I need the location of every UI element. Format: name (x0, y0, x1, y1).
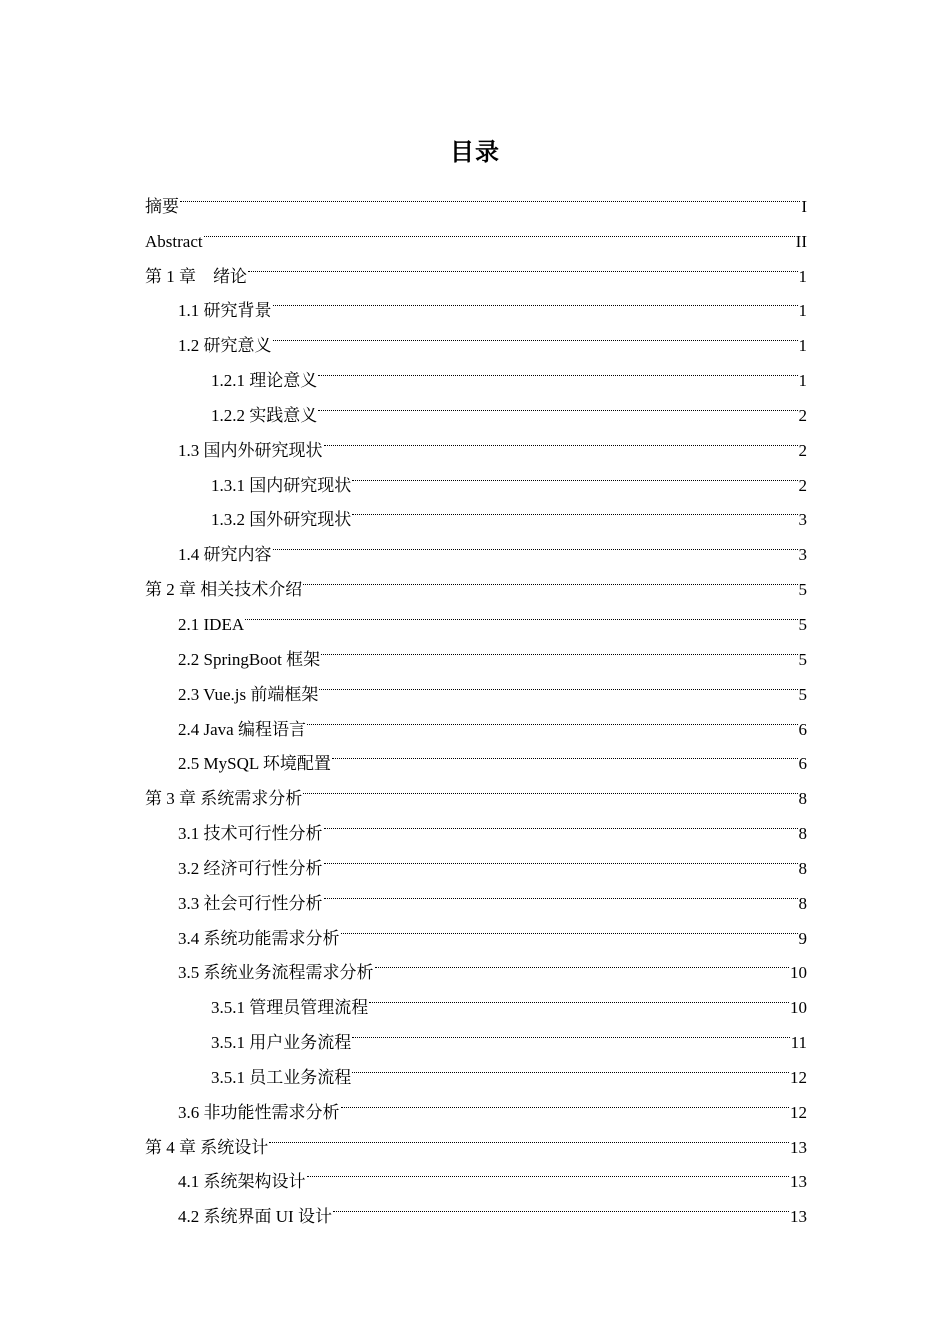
toc-entry-page: 5 (798, 614, 807, 634)
toc-entry-label: 第 1 章 绪论 (145, 266, 247, 286)
toc-entry-page: II (795, 231, 807, 251)
toc-entry[interactable] (145, 630, 807, 669)
toc-entry-label: 1.3.1 国内研究现状 (211, 475, 352, 495)
toc-entry-page: 13 (790, 1137, 807, 1157)
toc-entry-label: 第 2 章 相关技术介绍 (145, 580, 303, 600)
toc-entry-page: I (801, 196, 807, 216)
toc-entry-page: 2 (798, 405, 807, 425)
dot-leader (273, 316, 798, 351)
dot-leader (318, 351, 797, 386)
toc-entry-label: 3.5.1 管理员管理流程 (211, 998, 369, 1018)
toc-entry-label: 第 3 章 系统需求分析 (145, 789, 303, 809)
toc-entry-page: 6 (798, 754, 807, 774)
toc-entry-page: 6 (798, 719, 807, 739)
toc-entry-label: 2.4 Java 编程语言 (178, 719, 306, 739)
toc-entry-page: 12 (790, 1067, 807, 1087)
dot-leader (352, 1048, 789, 1083)
dot-leader (273, 282, 798, 317)
toc-entry-label: 2.2 SpringBoot 框架 (178, 649, 321, 669)
toc-entry-page: 13 (790, 1207, 807, 1227)
toc-entry-page: 8 (798, 789, 807, 809)
table-of-contents (145, 177, 807, 1227)
toc-entry-page: 1 (798, 336, 807, 356)
dot-leader (318, 386, 797, 421)
toc-entry-label: 3.5.1 员工业务流程 (211, 1067, 352, 1087)
dot-leader (321, 630, 797, 665)
toc-title: 目录 (450, 138, 500, 166)
toc-entry-page: 11 (790, 1033, 807, 1053)
toc-entry-page: 2 (798, 475, 807, 495)
toc-entry-page: 2 (798, 440, 807, 460)
toc-entry-label: 3.5 系统业务流程需求分析 (178, 963, 374, 983)
toc-entry-page: 10 (790, 963, 807, 983)
toc-entry-label: 1.3 国内外研究现状 (178, 440, 323, 460)
toc-entry-label: 第 4 章 系统设计 (145, 1137, 269, 1157)
toc-entry-page: 1 (798, 301, 807, 321)
dot-leader (375, 944, 790, 979)
toc-entry-page: 5 (798, 684, 807, 704)
toc-entry-label: 1.4 研究内容 (178, 545, 272, 565)
dot-leader (204, 212, 795, 247)
toc-entry-page: 8 (798, 858, 807, 878)
toc-entry-label: 2.3 Vue.js 前端框架 (178, 684, 319, 704)
toc-entry-page: 8 (798, 893, 807, 913)
toc-entry-page: 3 (798, 545, 807, 565)
toc-entry[interactable] (145, 177, 807, 216)
toc-entry-label: 3.5.1 用户业务流程 (211, 1033, 352, 1053)
toc-entry-page: 9 (798, 928, 807, 948)
dot-leader (332, 735, 798, 770)
dot-leader (307, 700, 798, 735)
toc-entry-label: 3.2 经济可行性分析 (178, 858, 323, 878)
toc-entry-label: 摘要 (145, 196, 179, 216)
toc-entry[interactable] (145, 212, 807, 251)
toc-entry-label: 3.6 非功能性需求分析 (178, 1102, 340, 1122)
dot-leader (180, 177, 800, 212)
toc-entry-page: 5 (798, 649, 807, 669)
toc-entry-label: 1.2.1 理论意义 (211, 371, 318, 391)
dot-leader (273, 525, 798, 560)
toc-entry-label: 2.1 IDEA (178, 614, 245, 634)
toc-entry-page: 13 (790, 1172, 807, 1192)
toc-entry-label: 4.2 系统界面 UI 设计 (178, 1207, 332, 1227)
dot-leader (324, 804, 798, 839)
dot-leader (352, 491, 797, 526)
dot-leader (352, 456, 797, 491)
toc-entry[interactable] (145, 595, 807, 634)
dot-leader (319, 665, 797, 700)
dot-leader (324, 421, 798, 456)
toc-entry-page: 5 (798, 580, 807, 600)
dot-leader (324, 839, 798, 874)
toc-entry-page: 8 (798, 824, 807, 844)
toc-entry-label: 3.4 系统功能需求分析 (178, 928, 340, 948)
toc-entry-label: 1.2.2 实践意义 (211, 405, 318, 425)
dot-leader (352, 1013, 789, 1048)
toc-entry-label: 3.1 技术可行性分析 (178, 824, 323, 844)
dot-leader (269, 1118, 789, 1153)
toc-entry-label: 3.3 社会可行性分析 (178, 893, 323, 913)
toc-entry[interactable] (145, 247, 807, 286)
dot-leader (341, 909, 798, 944)
toc-entry-page: 10 (790, 998, 807, 1018)
dot-leader (333, 1187, 789, 1222)
toc-entry-page: 1 (798, 266, 807, 286)
toc-entry-page: 3 (798, 510, 807, 530)
toc-entry-label: Abstract (145, 231, 203, 251)
dot-leader (324, 874, 798, 909)
dot-leader (303, 560, 797, 595)
toc-entry-label: 1.2 研究意义 (178, 336, 272, 356)
dot-leader (369, 978, 789, 1013)
dot-leader (307, 1153, 790, 1188)
dot-leader (303, 769, 797, 804)
toc-entry-label: 1.1 研究背景 (178, 301, 272, 321)
toc-entry-label: 4.1 系统架构设计 (178, 1172, 306, 1192)
dot-leader (341, 1083, 790, 1118)
toc-entry-label: 1.3.2 国外研究现状 (211, 510, 352, 530)
toc-entry-page: 12 (790, 1102, 807, 1122)
dot-leader (248, 247, 798, 282)
toc-entry-page: 1 (798, 371, 807, 391)
dot-leader (245, 595, 797, 630)
toc-entry-label: 2.5 MySQL 环境配置 (178, 754, 331, 774)
